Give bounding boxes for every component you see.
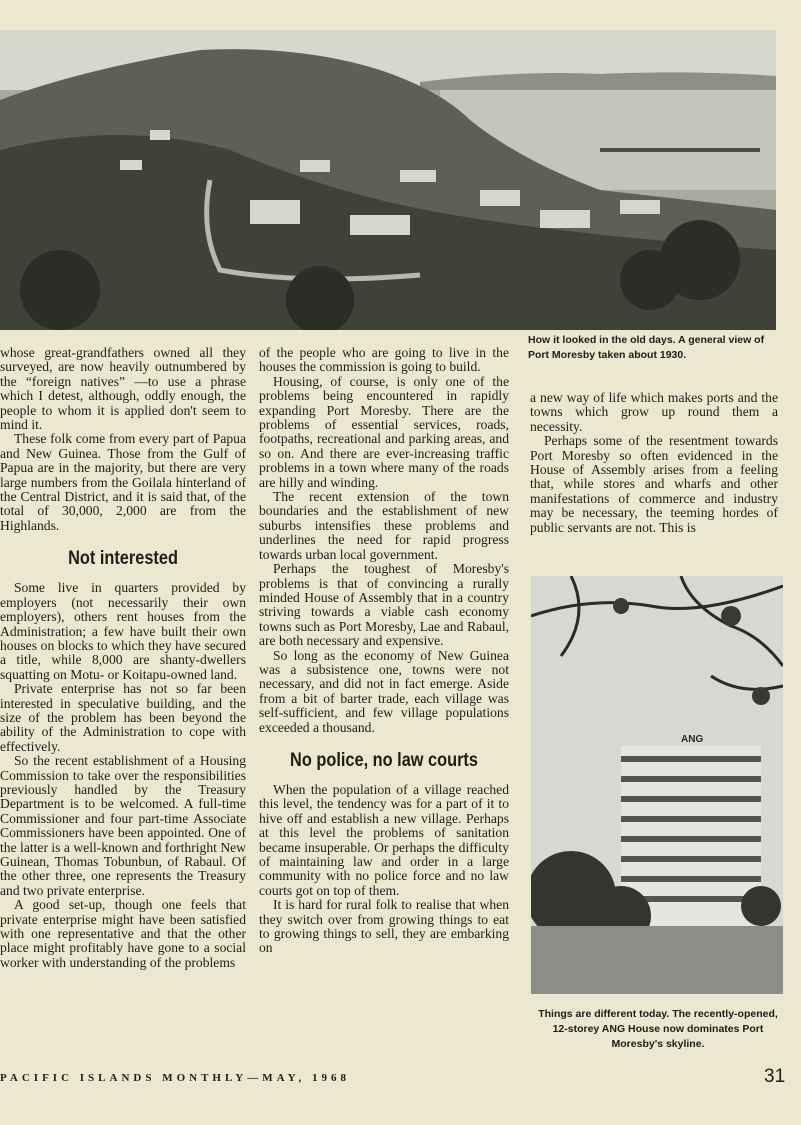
top-photo-caption: How it looked in the old days. A general view of Port Moresby taken about 1930. bbox=[528, 334, 765, 361]
page-footer bbox=[0, 1068, 801, 1092]
paragraph: These folk come from every part of Papua and New Guinea. Those from the Gulf of Papua are in the majority, but there are very large numbers from the Goilala hinterland of the Central District, and it is said that, of the total of 30,000, 2,000 are from the Highlands. bbox=[0, 431, 246, 533]
page-number: 31 bbox=[764, 1066, 786, 1087]
paragraph: Private enterprise has not so far been interested in speculative building, and the size of the problem has been beyond the ability of the Administration to cope with effectively. bbox=[0, 681, 246, 754]
paragraph: Some live in quarters provided by employers (not necessarily their own employers), others rent houses from the Administration; a few have built their own houses on blocks to which they have secured a title, while 8,000 are shanty-dwellers squatting on Motu- or Koitapu-owned land. bbox=[0, 580, 246, 682]
paragraph: When the population of a village reached this level, the tendency was for a part of it to hive off and establish a new village. Perhaps at this level the problems of sanitation became insuperable. Or perhaps the difficulty of maintaining law and order in a large community with no police force and no law courts got on top of them. bbox=[259, 781, 509, 898]
paragraph: Housing, of course, is only one of the problems being encountered in rapidly expanding Port Moresby. There are the problems of essential services, roads, footpaths, recreational and parking areas, and so on. And there are ever-increasing traffic problems in a town where many of the roads are hilly and winding. bbox=[259, 373, 509, 490]
paragraph: So long as the economy of New Guinea was a subsistence one, towns were not necessary, and did not in fact emerge. Aside from a bit of barter trade, each village was self-sufficient, and few village populations exceeded a thousand. bbox=[259, 647, 509, 735]
paragraph: whose great-grandfathers owned all they surveyed, are now heavily outnumbered by the “foreign natives” —to use a phrase which I detest, although, oddly enough, the people to whom it is applied don't seem to mind it. bbox=[0, 345, 246, 433]
ang-sign: ANG bbox=[681, 734, 704, 745]
paragraph: of the people who are going to live in the houses the commission is going to build. bbox=[259, 345, 509, 375]
paragraph: Perhaps the toughest of Moresby's problems is that of convincing a rurally minded House of Assembly that in a country striving towards a viable cash economy towns such as Port Moresby, Lae and Rabaul, are both necessary and expensive. bbox=[259, 561, 509, 649]
paragraph: a new way of life which makes ports and the towns which grow up round them a necessity. bbox=[530, 390, 778, 434]
port-moresby-1930-photo bbox=[0, 30, 776, 330]
running-title: PACIFIC ISLANDS MONTHLY—MAY, 1968 bbox=[0, 1072, 350, 1084]
paragraph: It is hard for rural folk to realise that when they switch over from growing things to eat to growing things to sell, they are embarking on bbox=[259, 897, 509, 956]
paragraph: Perhaps some of the resentment towards Port Moresby so often evidenced in the House of Assembly arises from a feeling that, while stores and wharfs and other manifestations of commerce and industry may be necessary, the teeming hordes of public servants are not. This is bbox=[530, 433, 778, 535]
ang-house-photo bbox=[531, 576, 783, 994]
column-3 bbox=[530, 391, 778, 535]
paragraph: The recent extension of the town boundaries and the establishment of new suburbs intensifies these problems and underlines the need for rapid progress towards urban local government. bbox=[259, 489, 509, 562]
column-2 bbox=[259, 346, 509, 956]
section-heading-not-interested: Not interested bbox=[68, 548, 178, 570]
paragraph: A good set-up, though one feels that private enterprise might have been satisfied with one representative and that the other place might profitably have gone to a social worker with understanding of the problems bbox=[0, 897, 246, 970]
column-1 bbox=[0, 346, 246, 970]
section-heading-no-police: No police, no law courts bbox=[290, 749, 478, 771]
paragraph: So the recent establishment of a Housing Commission to take over the responsibilities previously handled by the Treasury Department is to be welcomed. A full-time Commissioner and four part-time Associate Commissioners have been appointed. One of the latter is a well-known and forthright New Guinean, Thomas Tobunbun, of Rabaul. Of the other three, one represents the Treasury and two private enterprise. bbox=[0, 753, 246, 898]
bottom-photo-caption: Things are different today. The recently-opened, 12-storey ANG House now dominates Port Moresby's skyline. bbox=[538, 1008, 778, 1050]
